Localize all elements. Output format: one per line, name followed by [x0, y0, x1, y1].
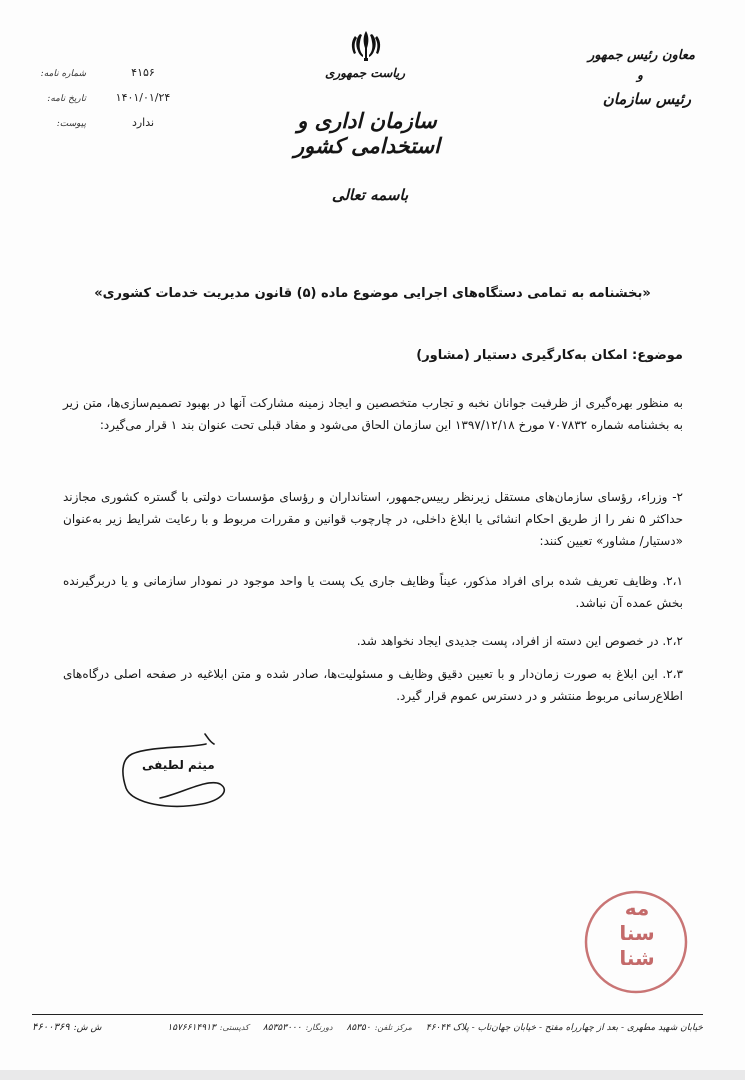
paragraph-intro: به منظور بهره‌گیری از ظرفیت جوانان نخبه و تجارب متخصصین و ایجاد زمینه مشارکت آنها در بهبود تصمیم‌سازی‌ها، متن زیر به بخشنامه شماره ۷۰۷۸۳۲ مورخ ۱۳۹۷/۱۲/۱۸ این سازمان الحاق می‌شود و مفاد قبلی تحت عنوان بند ۱ قرار می‌گیرد:: [63, 396, 683, 432]
stamp-line-1: مه: [624, 896, 650, 920]
paragraph-clause-2-2: ۲،۲. در خصوص این دسته از افراد، پست جدیدی ایجاد نخواهد شد.: [356, 634, 683, 648]
sender-title-block: [575, 46, 695, 110]
meta-number-row: [38, 66, 188, 91]
signatory-name: میثم لطیفی: [142, 758, 215, 772]
fax-label: دورنگار:: [305, 1022, 333, 1032]
stamp-line-2: سنا: [619, 921, 655, 945]
footer-address: خیابان شهید مطهری - بعد از چهارراه مفتح - خیابان جهان‌تاب - پلاک ۴۶۰۴۴: [425, 1022, 703, 1033]
paragraph-clause-2-1: ۲،۱. وظایف تعریف شده برای افراد مذکور، عیناً وظایف جاری یک پست یا واحد موجود در نمودار سازمانی و یا دربرگیرنده بخش عمده آن نباشد.: [63, 574, 683, 610]
stamp-line-3: شنا: [619, 946, 655, 970]
date-value: ۱۴۰۱/۰۱/۲۴: [115, 91, 171, 104]
fax-value: ۸۵۳۵۳۰۰۰: [262, 1022, 302, 1033]
footer-contacts: [167, 1023, 703, 1033]
stamp-text: [590, 896, 684, 971]
head-title: رئیس سازمان: [602, 89, 691, 108]
organization-name: سازمان اداری و استخدامی کشور: [294, 108, 440, 158]
signature-scribble: [110, 724, 250, 824]
date-label: تاریخ نامه:: [47, 94, 86, 104]
number-label: شماره نامه:: [40, 69, 86, 79]
footer-fax: [263, 1023, 333, 1033]
attachment-label: پیوست:: [56, 119, 86, 129]
meta-date-row: [38, 91, 188, 116]
phone-label: مرکز تلفن:: [374, 1022, 412, 1032]
paragraph-clause-2: ۲- وزراء، رؤسای سازمان‌های مستقل زیرنظر رییس‌جمهور، استانداران و رؤسای مؤسسات دولتی با گستره کشوری مجازند حداکثر ۵ نفر را از طریق احکام انشائی یا ابلاغ داخلی، در چارچوب قوانین و مقررات مربوط و با رعایت شرایط زیر به‌عنوان «دستیار/ مشاور» تعیین کنند:: [63, 490, 683, 548]
postal-label: کدپستی:: [219, 1022, 249, 1032]
zip-label: ش ش:: [73, 1023, 102, 1033]
subject-line: موضوع: امکان به‌کارگیری دستیار (مشاور): [416, 348, 683, 363]
postal-value: ۱۵۷۶۶۱۴۹۱۳: [167, 1022, 216, 1033]
meta-attachment-row: [38, 116, 188, 141]
letter-meta: [38, 66, 188, 141]
paragraph-clause-2-3: ۲،۳. این ابلاغ به صورت زمان‌دار و با تعیین دقیق وظایف و مسئولیت‌ها، صادر شده و متن ابلاغیه در صفحه اصلی درگاه‌های اطلاع‌رسانی مربوط منتشر و در دسترس عموم قرار گیرد.: [63, 667, 683, 703]
bottom-band: [0, 1070, 745, 1080]
zip-value: ۴۶۰۰۳۶۹: [32, 1022, 70, 1033]
attachment-value: ندارد: [131, 116, 155, 129]
footer-divider: [32, 1014, 703, 1015]
footer-phone: [347, 1023, 412, 1033]
deputy-and: و: [637, 67, 643, 82]
footer-zip: [32, 1022, 101, 1033]
footer-postal: [167, 1023, 249, 1033]
deputy-title: معاون رئیس جمهور: [587, 48, 695, 63]
presidency-label: ریاست جمهوری: [324, 66, 406, 80]
circular-title: «بخشنامه به تمامی دستگاه‌های اجرایی موضوع ماده (۵) قانون مدیریت خدمات کشوری»: [94, 286, 651, 301]
iran-emblem-icon: [347, 28, 385, 62]
number-value: ۴۱۵۶: [131, 66, 155, 79]
basmala: باسمه تعالی: [331, 186, 409, 204]
letter-footer: [32, 1022, 703, 1033]
phone-value: ۸۵۳۵۰: [346, 1022, 371, 1033]
